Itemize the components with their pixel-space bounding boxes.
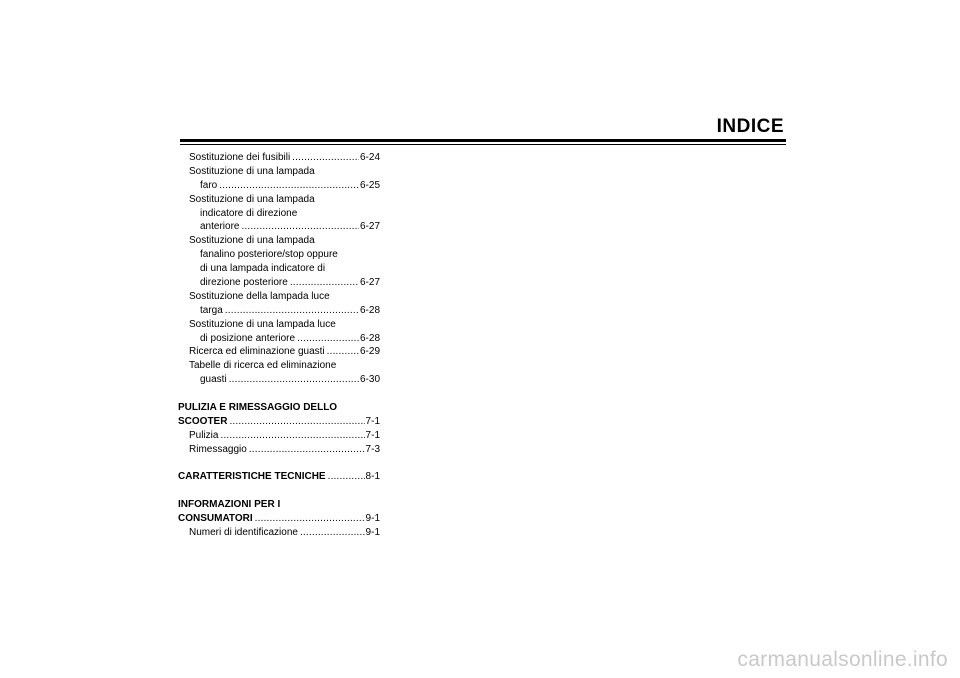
toc-chapter-caratteristiche[interactable] — [178, 470, 380, 484]
toc-entry-text: guasti — [200, 374, 227, 386]
toc-entry-text: di posizione anteriore — [200, 332, 296, 344]
toc-page-number: 7-1 — [365, 429, 380, 441]
toc-leader-dots — [290, 276, 359, 290]
toc-entry-lampada-targa[interactable] — [178, 290, 380, 304]
header-rule-thick — [180, 139, 786, 142]
toc-entry-ricerca-guasti[interactable] — [178, 345, 380, 359]
toc-entry-text: Tabelle di ricerca ed eliminazione — [189, 360, 337, 372]
toc-entry-text: targa — [200, 304, 223, 316]
toc-leader-dots — [229, 373, 359, 387]
toc-entry-text: direzione posteriore — [200, 277, 288, 289]
toc-page-number: 6-28 — [359, 332, 380, 344]
toc-entry-lampada-faro[interactable] — [178, 165, 380, 179]
toc-entry-lampada-faro-cont[interactable] — [178, 179, 380, 193]
toc-entry-text: Sostituzione della lampada luce — [189, 290, 330, 302]
toc-page-number: 6-25 — [359, 179, 380, 191]
toc-page-number: 6-30 — [359, 374, 380, 386]
toc-page-number: 9-1 — [365, 513, 380, 525]
toc-leader-dots — [249, 443, 365, 457]
toc-entry-text: CARATTERISTICHE TECNICHE — [178, 471, 326, 483]
toc-entry-fusibili[interactable] — [178, 151, 380, 165]
toc-entry-text: Rimessaggio — [189, 443, 247, 455]
table-of-contents — [178, 151, 380, 540]
toc-entry-text: INFORMAZIONI PER I — [178, 499, 281, 511]
toc-entry-text: Ricerca ed eliminazione guasti — [189, 346, 325, 358]
toc-leader-dots — [225, 304, 359, 318]
toc-page-number: 6-27 — [359, 277, 380, 289]
toc-leader-dots — [255, 512, 365, 526]
toc-spacer — [178, 387, 380, 401]
toc-entry-text: indicatore di direzione — [200, 207, 298, 219]
watermark: carmanualsonline.info — [737, 648, 948, 671]
toc-spacer — [178, 457, 380, 471]
toc-leader-dots — [220, 429, 364, 443]
toc-spacer — [178, 484, 380, 498]
toc-entry-text: Sostituzione di una lampada — [189, 235, 315, 247]
toc-entry-lampada-posizione-cont[interactable] — [178, 332, 380, 346]
toc-leader-dots — [219, 179, 359, 193]
toc-entry-text: di una lampada indicatore di — [200, 263, 326, 275]
toc-leader-dots — [327, 345, 359, 359]
toc-entry-text: Sostituzione di una lampada luce — [189, 318, 336, 330]
toc-entry-lampada-indicatore-cont[interactable] — [178, 207, 380, 221]
toc-page-number: 6-24 — [359, 152, 380, 163]
header-rule-thin — [180, 144, 786, 145]
toc-entry-lampada-fanalino-cont2[interactable] — [178, 262, 380, 276]
toc-leader-dots — [297, 332, 359, 346]
toc-leader-dots — [292, 151, 359, 165]
toc-entry-text: anteriore — [200, 221, 240, 233]
toc-entry-text: Pulizia — [189, 429, 219, 441]
toc-entry-text: Sostituzione dei fusibili — [189, 152, 291, 163]
toc-page-number: 6-27 — [359, 221, 380, 233]
toc-entry-lampada-fanalino[interactable] — [178, 234, 380, 248]
toc-leader-dots — [241, 220, 359, 234]
toc-chapter-pulizia[interactable] — [178, 401, 380, 415]
toc-entry-tabelle-guasti-cont[interactable] — [178, 373, 380, 387]
toc-entry-text: Sostituzione di una lampada — [189, 193, 315, 205]
toc-entry-text: Sostituzione di una lampada — [189, 165, 315, 177]
page-title: INDICE — [716, 116, 784, 137]
toc-entry-numeri-identificazione[interactable] — [178, 526, 380, 540]
toc-entry-rimessaggio[interactable] — [178, 443, 380, 457]
toc-chapter-informazioni-cont[interactable] — [178, 512, 380, 526]
toc-entry-lampada-fanalino-cont[interactable] — [178, 248, 380, 262]
toc-entry-lampada-posizione[interactable] — [178, 318, 380, 332]
toc-entry-text: fanalino posteriore/stop oppure — [200, 249, 338, 261]
toc-page-number: 7-3 — [365, 443, 380, 455]
toc-page-number: 9-1 — [365, 527, 380, 539]
toc-leader-dots — [300, 526, 365, 540]
toc-entry-pulizia[interactable] — [178, 429, 380, 443]
toc-chapter-informazioni[interactable] — [178, 498, 380, 512]
toc-page-number: 6-29 — [359, 346, 380, 358]
toc-entry-text: CONSUMATORI — [178, 513, 253, 525]
toc-entry-lampada-indicatore[interactable] — [178, 193, 380, 207]
toc-page-number: 7-1 — [365, 415, 380, 427]
toc-page-number: 8-1 — [365, 471, 380, 483]
toc-entry-lampada-indicatore-cont2[interactable] — [178, 220, 380, 234]
toc-leader-dots — [328, 470, 365, 484]
toc-entry-text: Numeri di identificazione — [189, 527, 298, 539]
toc-entry-lampada-targa-cont[interactable] — [178, 304, 380, 318]
toc-entry-lampada-fanalino-cont3[interactable] — [178, 276, 380, 290]
toc-entry-text: faro — [200, 179, 218, 191]
toc-chapter-pulizia-cont[interactable] — [178, 415, 380, 429]
toc-entry-text: PULIZIA E RIMESSAGGIO DELLO — [178, 402, 338, 414]
toc-entry-text: SCOOTER — [178, 415, 228, 427]
toc-leader-dots — [229, 415, 364, 429]
toc-entry-tabelle-guasti[interactable] — [178, 359, 380, 373]
toc-page-number: 6-28 — [359, 304, 380, 316]
